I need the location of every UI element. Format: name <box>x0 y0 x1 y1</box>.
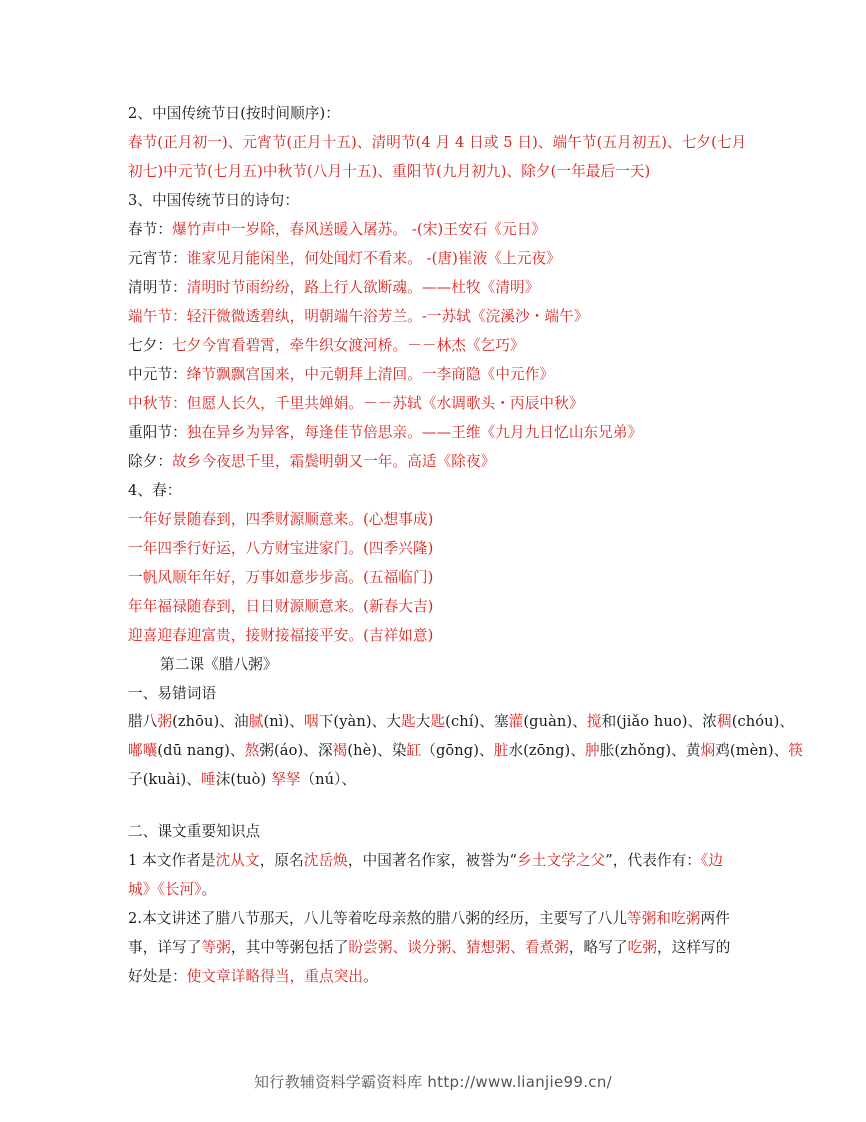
highlight-text: 焖 <box>700 742 716 759</box>
text-line <box>128 712 794 732</box>
highlight-text: 中秋节：但愿人长久，千里共婵娟。－－苏轼《水调歌头・丙辰中秋》 <box>128 395 584 412</box>
highlight-text: 脏 <box>493 742 509 759</box>
highlight-text: 咽 <box>304 713 319 730</box>
highlight-text: 谁家见月能闲坐，何处闻灯不看来。 -(唐)崔液《上元夜》 <box>186 250 561 267</box>
highlight-text: 肿 <box>585 742 600 759</box>
body-text: ，这样写的 <box>657 939 731 956</box>
body-text: 事，详写了 <box>128 939 202 956</box>
text-line <box>128 220 546 240</box>
text-line <box>128 249 561 269</box>
highlight-text: 一帆风顺年年好，万事如意步步高。(五福临门) <box>128 569 434 586</box>
body-text: (chóu)、 <box>731 713 795 730</box>
body-text: 春节： <box>128 221 173 238</box>
body-text: ，略写了 <box>568 939 628 956</box>
text-line <box>128 510 433 530</box>
highlight-text: 迎喜迎春迎富贵，接财接福接平安。(吉祥如意) <box>128 627 434 644</box>
highlight-text: 等粥和吃粥 <box>627 910 701 927</box>
body-text: 3、中国传统节日的诗句： <box>128 192 300 209</box>
body-text: 一、易错词语 <box>128 685 217 702</box>
body-text: ”，代表作有： <box>605 852 701 869</box>
highlight-text: 腻 <box>248 713 264 730</box>
footer-watermark: 知行教辅资料学霸资料库 http://www.lianjie99.cn/ <box>254 1073 612 1091</box>
highlight-text: 爆竹声中一岁除，春风送暖入屠苏。 -(宋)王安石《元日》 <box>172 221 547 238</box>
text-line <box>128 365 554 385</box>
body-text: 第二课《腊八粥》 <box>160 656 278 673</box>
body-text: ，其中等粥包括了 <box>230 939 349 956</box>
body-text: 中元节： <box>128 366 187 383</box>
body-text: (hè)、染 <box>347 742 407 759</box>
body-text: 鸡(mèn)、 <box>715 742 789 759</box>
text-line <box>128 909 730 929</box>
body-text: 。 <box>201 881 217 898</box>
text-line <box>128 394 584 414</box>
body-text: 元宵节： <box>128 250 187 267</box>
body-text: (dū nang)、 <box>157 742 245 759</box>
highlight-text: 绛节飘飘宫国来，中元朝拜上清回。一李商隐《中元作》 <box>186 366 555 383</box>
highlight-text: 故乡今夜思千里，霜鬓明朝又一年。高适《除夜》 <box>172 453 496 470</box>
body-text: (chí)、塞 <box>445 713 509 730</box>
body-text: 清明节： <box>128 279 187 296</box>
body-text: 。 <box>363 968 378 985</box>
highlight-text: 缸 <box>406 742 422 759</box>
highlight-text: 匙 <box>430 713 446 730</box>
body-text: 水(zōng)、 <box>508 742 586 759</box>
body-text: 粥(áo)、深 <box>259 742 333 759</box>
body-text: ，原名 <box>259 852 304 869</box>
highlight-text: 一年好景随春到，四季财源顺意来。(心想事成) <box>128 511 434 528</box>
highlight-text: 熬 <box>244 742 260 759</box>
highlight-text: 盼尝粥、谈分粥、猜想粥、看煮粥 <box>348 939 569 956</box>
body-text: (guàn)、 <box>523 713 587 730</box>
text-line <box>128 851 723 871</box>
highlight-text: 唾 <box>201 771 216 788</box>
highlight-text: 乡土文学之父 <box>517 852 606 869</box>
text-line <box>128 597 433 617</box>
body-text: （nú）、 <box>300 771 357 788</box>
highlight-text: 等粥 <box>201 939 231 956</box>
text-line <box>128 684 216 704</box>
text-line <box>128 880 216 900</box>
text-line <box>128 162 650 182</box>
body-text: 和(jiǎo huo)、浓 <box>601 713 717 730</box>
body-text: 二、课文重要知识点 <box>128 823 261 840</box>
highlight-text: 七夕今宵看碧霄，牵牛织女渡河桥。－－林杰《乞巧》 <box>172 337 525 354</box>
highlight-text: 嘟囔 <box>128 742 158 759</box>
highlight-text: 灌 <box>508 713 524 730</box>
highlight-text: 褐 <box>332 742 348 759</box>
highlight-text: 沈从文 <box>215 852 260 869</box>
text-line <box>128 336 525 356</box>
highlight-text: 春节(正月初一)、元宵节(正月十五)、清明节(4 月 4 日或 5 日)、端午节(五月初五)、七夕(七月 <box>128 134 747 151</box>
highlight-text: 清明时节雨纷纷，路上行人欲断魂。——杜牧《清明》 <box>186 279 540 296</box>
text-line <box>128 741 803 761</box>
highlight-text: 一年四季行好运，八方财宝进家门。(四季兴隆) <box>128 540 434 557</box>
text-line <box>128 626 433 646</box>
text-line <box>128 568 433 588</box>
text-line <box>128 822 260 842</box>
body-text: (nì)、 <box>263 713 305 730</box>
body-text: 除夕： <box>128 453 173 470</box>
body-text: 胀(zhǒng)、黄 <box>599 742 701 759</box>
text-line <box>128 423 642 443</box>
text-line <box>128 938 731 958</box>
highlight-text: 年年福禄随春到，日日财源顺意来。(新春大吉) <box>128 598 434 615</box>
text-line <box>128 967 378 987</box>
highlight-text: 使文章详略得当，重点突出 <box>186 968 364 985</box>
highlight-text: 《边 <box>700 852 724 869</box>
highlight-text: 沈岳焕 <box>303 852 348 869</box>
body-text: 2、中国传统节日(按时间顺序)： <box>128 105 340 122</box>
highlight-text: 端午节：轻汗微微透碧纨，明朝端午浴芳兰。-一苏轼《浣溪沙・端午》 <box>128 308 589 325</box>
highlight-text: 匙 <box>401 713 416 730</box>
body-text: 2.本文讲述了腊八节那天，八儿等着吃母亲熬的腊八粥的经历，主要写了八儿 <box>128 910 628 927</box>
text-line <box>160 655 278 675</box>
text-line <box>128 278 539 298</box>
text-line <box>128 104 340 124</box>
body-text: 好处是： <box>128 968 187 985</box>
highlight-text: 稠 <box>716 713 732 730</box>
body-text: 子(kuài)、 <box>128 771 201 788</box>
highlight-text: 城》《长河》 <box>128 881 202 898</box>
body-text: 下(yàn)、大 <box>318 713 402 730</box>
highlight-text: 搅 <box>586 713 602 730</box>
highlight-text: 筷 <box>788 742 804 759</box>
highlight-text: 初七)中元节(七月五)中秋节(八月十五)、重阳节(九月初九)、除夕(一年最后一天) <box>128 163 651 180</box>
body-text: 七夕： <box>128 337 173 354</box>
highlight-text: 独在异乡为异客，每逢佳节倍思亲。——王维《九月九日忆山东兄弟》 <box>186 424 643 441</box>
body-text: 两件 <box>700 910 730 927</box>
text-line <box>128 770 356 790</box>
body-text: (zhōu)、油 <box>172 713 249 730</box>
body-text: （gōng)、 <box>421 742 494 759</box>
text-line <box>128 133 746 153</box>
text-line <box>128 452 495 472</box>
highlight-text: 粥 <box>157 713 173 730</box>
body-text: 腊八 <box>128 713 158 730</box>
body-text: 1 本文作者是 <box>128 852 216 869</box>
text-line <box>128 481 181 501</box>
body-text: ，中国著名作家，被誉为“ <box>347 852 518 869</box>
body-text: 大 <box>415 713 431 730</box>
text-line <box>128 191 299 211</box>
body-text: 沫(tuò) <box>215 771 272 788</box>
text-line <box>128 539 433 559</box>
body-text: 4、春： <box>128 482 182 499</box>
body-text: 重阳节： <box>128 424 187 441</box>
text-line <box>128 307 589 327</box>
highlight-text: 吃粥 <box>627 939 658 956</box>
highlight-text: 孥孥 <box>271 771 301 788</box>
